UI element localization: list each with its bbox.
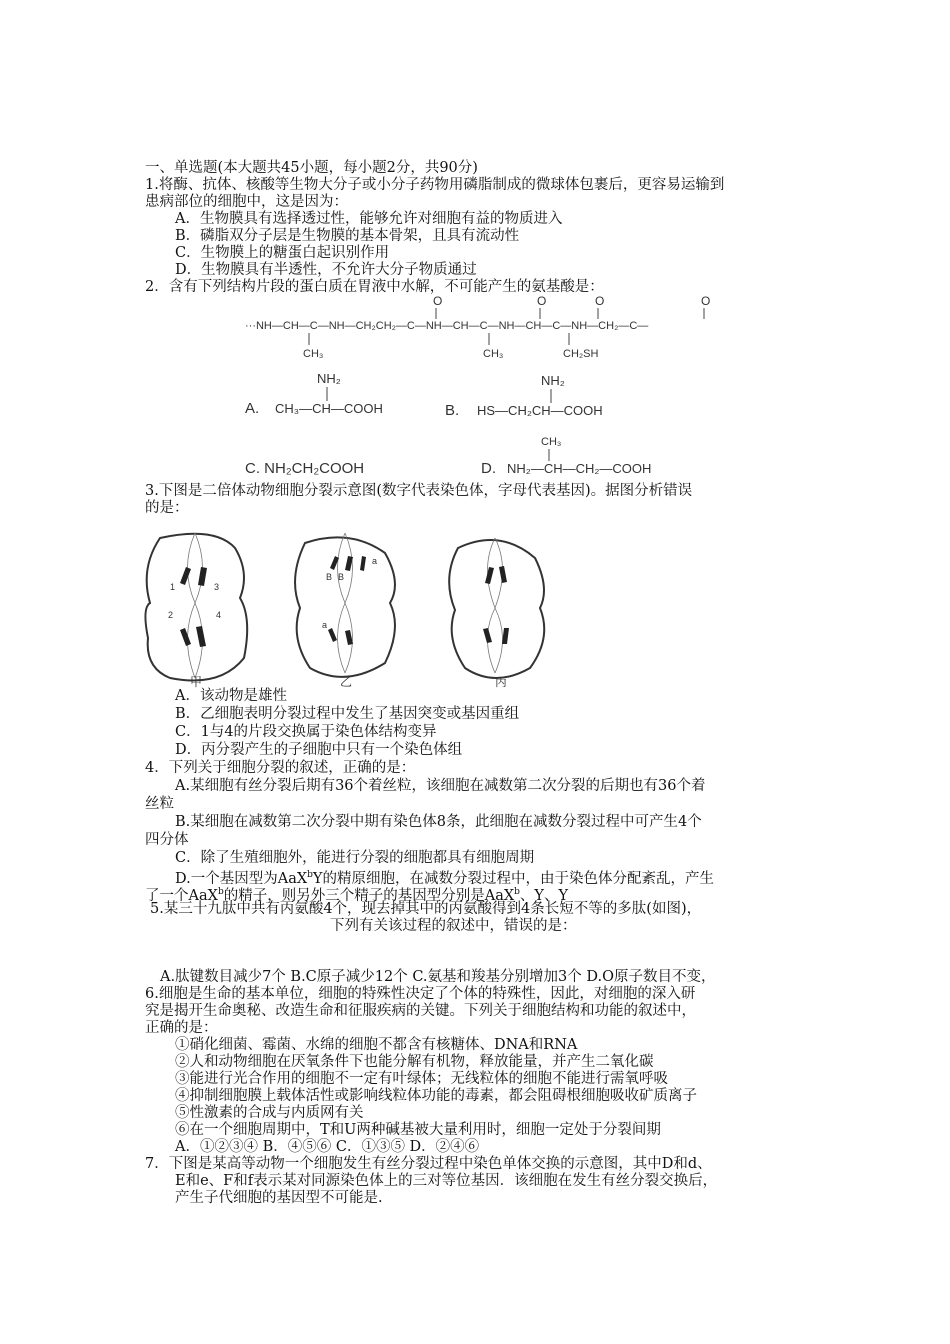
fig-num-3: 3 <box>214 582 220 592</box>
q6-item-3: ③能进行光合作用的细胞不一定有叶绿体；无线粒体的细胞不能进行需氧呼吸 <box>175 1071 668 1087</box>
q7-stem-line3: 产生子代细胞的基因型不可能是. <box>175 1190 383 1206</box>
q1-stem-line1: 1.将酶、抗体、核酸等生物大分子或小分子药物用磷脂制成的微球体包裹后，更容易运输到 <box>145 177 725 193</box>
q2-option-b-letter: B. <box>445 402 460 419</box>
q6-item-5: ⑤性激素的合成与内质网有关 <box>175 1105 364 1121</box>
q2-option-d-ch3: CH₃ <box>541 436 562 448</box>
fig-num-4: 4 <box>216 610 222 620</box>
q4-option-b-line1: B.某细胞在减数第二次分裂中期有染色体8条，此细胞在减数分裂过程中可产生4个 <box>175 814 702 830</box>
fig-gene-b1: B <box>326 572 333 582</box>
q4-stem: 4．下列关于细胞分裂的叙述，正确的是： <box>145 760 416 776</box>
q1-option-c: C．生物膜上的糖蛋白起识别作用 <box>175 245 390 261</box>
section-title: 一、单选题(本大题共45小题，每小题2分，共90分) <box>145 160 478 176</box>
q7-stem-line2: E和e、F和f表示某对同源染色体上的三对等位基因．该细胞在发生有丝分裂交换后， <box>175 1173 718 1189</box>
fig-gene-a1: a <box>372 556 378 566</box>
o-label: O <box>537 295 547 308</box>
q5-stem-line1: 5.某三十九肽中共有丙氨酸4个，现去掉其中的丙氨酸得到4条长短不等的多肽(如图)， <box>150 901 702 917</box>
q5-options: A.肽键数目减少7个 B.C原子减少12个 C.氨基和羧基分别增加3个 D.O原子数目不变， <box>160 969 716 985</box>
q2-stem: 2．含有下列结构片段的蛋白质在胃液中水解，不可能产生的氨基酸是： <box>145 279 604 295</box>
q3-stem-line1: 3.下图是二倍体动物细胞分裂示意图(数字代表染色体，字母代表基因)。据图分析错误 <box>145 483 693 499</box>
q6-item-1: ①硝化细菌、霉菌、水绵的细胞不都含有核糖体、DNA和RNA <box>175 1037 578 1053</box>
fig-label-yi: 乙 <box>340 675 353 688</box>
q2-option-d-formula: NH₂—CH—CH₂—COOH <box>507 461 652 475</box>
q6-stem-line1: 6.细胞是生命的基本单位，细胞的特殊性决定了个体的特殊性，因此，对细胞的深入研 <box>145 986 696 1002</box>
q1-stem-line2: 患病部位的细胞中，这是因为： <box>145 194 348 210</box>
q4-option-a-line1: A.某细胞有丝分裂后期有36个着丝粒，该细胞在减数第二次分裂的后期也有36个着 <box>175 778 706 794</box>
q3-option-b: B．乙细胞表明分裂过程中发生了基因突变或基因重组 <box>175 706 520 722</box>
q2-option-a-nh2: NH₂ <box>317 371 341 386</box>
fig-num-1: 1 <box>170 582 176 592</box>
q5-stem-line2: 下列有关该过程的叙述中，错误的是： <box>330 918 577 934</box>
peptide-chain: ···NH—CH—C—NH—CH₂CH₂—C—NH—CH—C—NH—CH—C—NH—CH₂—C— <box>245 320 649 332</box>
q6-item-2: ②人和动物细胞在厌氧条件下也能分解有机物，释放能量，并产生二氧化碳 <box>175 1054 654 1070</box>
q2-option-a-formula: CH₃—CH—COOH <box>275 401 383 416</box>
q1-option-a: A．生物膜具有选择透过性，能够允许对细胞有益的物质进入 <box>175 211 563 227</box>
side-chain-3: CH₂SH <box>563 348 599 360</box>
q1-option-b: B．磷脂双分子层是生物膜的基本骨架，且具有流动性 <box>175 228 520 244</box>
fig-num-2: 2 <box>168 610 174 620</box>
q2-option-a-letter: A. <box>245 400 260 417</box>
cell-bing <box>449 540 544 678</box>
side-chain-1: CH₃ <box>303 348 324 360</box>
q6-item-4: ④抑制细胞膜上载体活性或影响线粒体功能的毒素，都会阻碍根细胞吸收矿质离子 <box>175 1088 697 1104</box>
side-chain-2: CH₃ <box>483 348 504 360</box>
fig-label-bing: 丙 <box>495 675 508 688</box>
q3-option-a: A．该动物是雄性 <box>175 688 287 704</box>
o-label: O <box>701 295 711 308</box>
q3-cell-division-figure <box>140 528 560 688</box>
cell-yi <box>295 537 395 677</box>
q3-option-c: C．1与4的片段交换属于染色体结构变异 <box>175 724 437 740</box>
q4-option-b-line2: 四分体 <box>145 832 189 848</box>
q3-stem-line2: 的是： <box>145 500 189 516</box>
fig-gene-a2: a <box>322 620 328 630</box>
q7-stem-line1: 7．下图是某高等动物一个细胞发生有丝分裂过程中染色单体交换的示意图，其中D和d、 <box>145 1156 712 1172</box>
q6-stem-line2: 究是揭开生命奥秘、改造生命和征服疾病的关键。下列关于细胞结构和功能的叙述中， <box>145 1003 696 1019</box>
fig-gene-b2: B <box>338 572 345 582</box>
q6-options: A．①②③④ B．④⑤⑥ C．①③⑤ D．②④⑥ <box>175 1139 480 1155</box>
q6-stem-line3: 正确的是： <box>145 1020 218 1036</box>
q4-option-a-line2: 丝粒 <box>145 796 174 812</box>
q2-option-b-formula: HS—CH₂CH—COOH <box>477 403 603 418</box>
q4-option-d-line2: 了一个AaX$^b$的精子，则另外三个精子的基因型分别是AaX$^b$、Y、Y <box>145 887 569 904</box>
q6-item-6: ⑥在一个细胞周期中，T和U两种碱基被大量利用时，细胞一定处于分裂间期 <box>175 1122 661 1138</box>
o-label: O <box>595 295 605 308</box>
q4-option-c: C．除了生殖细胞外，能进行分裂的细胞都具有细胞周期 <box>175 850 535 866</box>
q3-option-d: D．丙分裂产生的子细胞中只有一个染色体组 <box>175 742 463 758</box>
q2-peptide-structure <box>245 295 715 475</box>
o-label: O <box>433 295 443 308</box>
q2-option-b-nh2: NH₂ <box>541 373 565 388</box>
fig-label-jia: 甲 <box>190 675 203 688</box>
q2-option-d-letter: D. <box>481 460 496 475</box>
q1-option-d: D．生物膜具有半透性，不允许大分子物质通过 <box>175 262 477 278</box>
q4-option-d-line1: D.一个基因型为AaX$^b$Y的精原细胞，在减数分裂过程中，由于染色体分配紊乱，产生 <box>175 870 714 887</box>
q2-option-c: C. NH₂CH₂COOH <box>245 460 365 475</box>
